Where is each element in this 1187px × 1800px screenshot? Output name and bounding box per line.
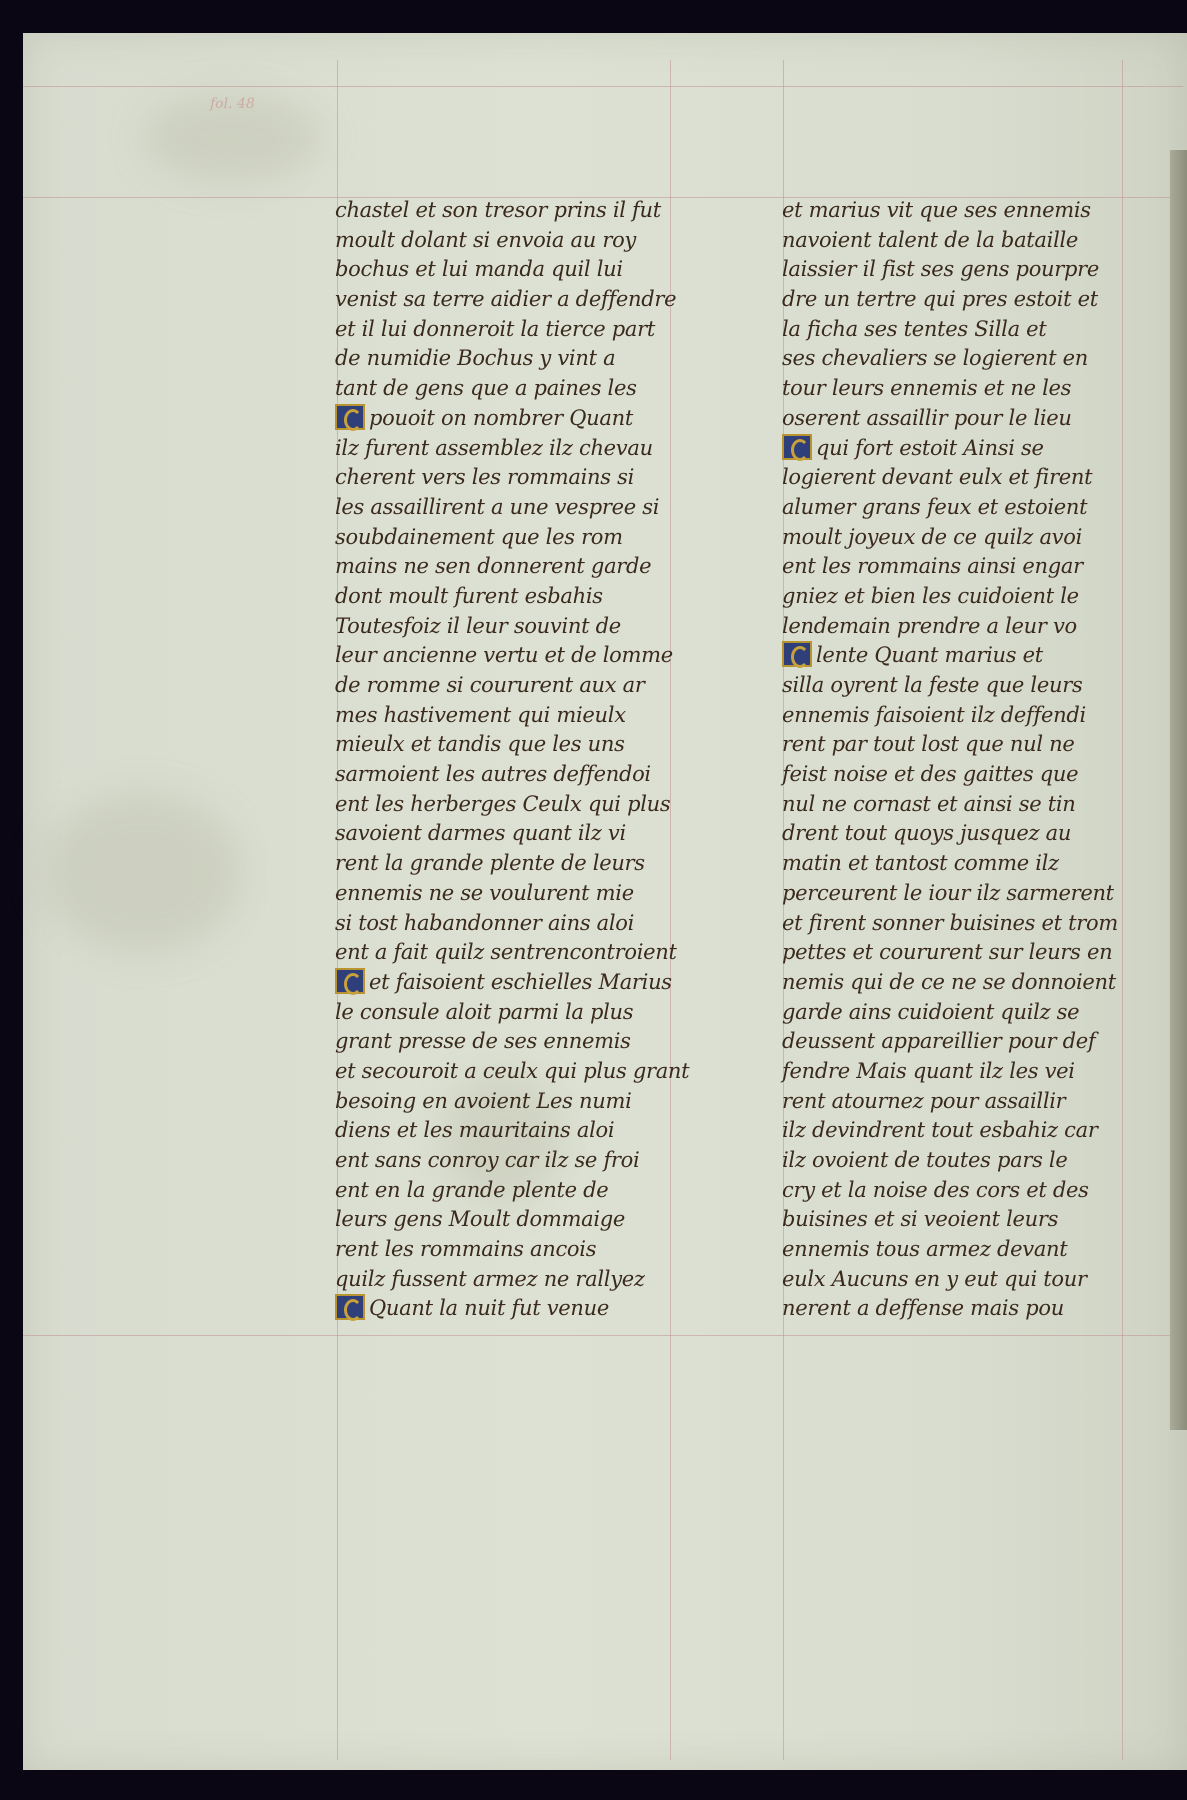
line-text: tour leurs ennemis et ne les <box>782 376 1072 401</box>
line-text: leur ancienne vertu et de lomme <box>335 643 673 668</box>
manuscript-line <box>782 1057 1132 1087</box>
manuscript-line <box>335 612 685 642</box>
manuscript-line <box>335 849 685 879</box>
line-text: mains ne sen donnerent garde <box>335 554 652 579</box>
line-text: ennemis ne se voulurent mie <box>335 880 634 905</box>
manuscript-line <box>335 255 685 285</box>
manuscript-line <box>335 1176 685 1206</box>
manuscript-line <box>335 434 685 464</box>
line-text: lendemain prendre a leur vo <box>782 613 1077 638</box>
line-text: moult dolant si envoia au roy <box>335 227 636 252</box>
manuscript-line <box>782 285 1132 315</box>
line-text: laissier il fist ses gens pourpre <box>782 257 1100 282</box>
line-text: leurs gens Moult dommaige <box>335 1207 626 1232</box>
manuscript-line <box>782 582 1132 612</box>
manuscript-line <box>782 552 1132 582</box>
manuscript-line <box>335 226 685 256</box>
line-text: ent sans conroy car ilz se froi <box>335 1148 640 1172</box>
line-text: rent par tout lost que nul ne <box>782 732 1075 757</box>
manuscript-line <box>335 463 685 493</box>
manuscript-line <box>782 998 1132 1028</box>
manuscript-line <box>782 493 1132 523</box>
line-text: grant presse de ses ennemis <box>335 1029 631 1054</box>
manuscript-line <box>782 641 1132 671</box>
line-text: ennemis tous armez devant <box>782 1237 1068 1262</box>
line-text: silla oyrent la feste que leurs <box>782 673 1083 697</box>
line-text: ent en la grande plente de <box>335 1177 609 1202</box>
manuscript-line <box>335 760 685 790</box>
manuscript-line <box>335 819 685 849</box>
manuscript-line <box>335 493 685 523</box>
manuscript-line <box>782 434 1132 464</box>
manuscript-line <box>782 315 1132 345</box>
line-text: et marius vit que ses ennemis <box>782 198 1091 222</box>
manuscript-line <box>335 1057 690 1087</box>
manuscript-line <box>335 1146 685 1176</box>
illuminated-initial-icon <box>782 641 812 667</box>
line-text: drent tout quoys jusquez au <box>782 821 1072 846</box>
manuscript-line <box>335 641 685 671</box>
line-text: rent atournez pour assaillir <box>782 1088 1066 1113</box>
manuscript-line <box>335 879 685 909</box>
illuminated-initial-icon <box>335 404 365 430</box>
line-text: nerent a deffense mais pou <box>782 1296 1064 1321</box>
manuscript-line <box>782 226 1132 256</box>
folio-number: fol. 48 <box>210 96 255 112</box>
manuscript-line <box>335 582 685 612</box>
manuscript-line <box>335 1265 685 1295</box>
manuscript-line <box>782 938 1132 968</box>
manuscript-line <box>335 790 685 820</box>
manuscript-line <box>782 879 1132 909</box>
manuscript-line <box>335 671 685 701</box>
line-text: si tost habandonner ains aloi <box>335 910 635 935</box>
line-text: ses chevaliers se logierent en <box>782 346 1088 371</box>
line-text: deussent appareillier pour def <box>782 1029 1096 1054</box>
line-text: diens et les mauritains aloi <box>335 1118 615 1143</box>
manuscript-line <box>782 730 1132 760</box>
line-text: cry et la noise des cors et des <box>782 1177 1089 1202</box>
line-text: et firent sonner buisines et trom <box>782 910 1119 935</box>
line-text: cherent vers les rommains si <box>335 465 635 490</box>
manuscript-line <box>782 968 1132 998</box>
manuscript-line <box>782 196 1132 226</box>
line-text: dre un tertre qui pres estoit et <box>782 287 1098 312</box>
line-text: ent a fait quilz sentrencontroient <box>335 940 677 965</box>
line-text: nemis qui de ce ne se donnoient <box>782 969 1116 994</box>
text-column-left <box>335 196 690 1324</box>
manuscript-line <box>782 1265 1132 1295</box>
line-text: la ficha ses tentes Silla et <box>782 316 1047 341</box>
manuscript-line <box>335 1235 685 1265</box>
line-text: matin et tantost comme ilz <box>782 851 1059 876</box>
manuscript-line <box>782 1027 1132 1057</box>
line-text: savoient darmes quant ilz vi <box>335 821 626 846</box>
line-text: dont moult furent esbahis <box>335 583 603 608</box>
line-text: ennemis faisoient ilz deffendi <box>782 702 1086 727</box>
manuscript-line <box>335 404 685 434</box>
line-text: lente Quant marius et <box>816 643 1043 668</box>
illuminated-initial-icon <box>335 1294 365 1320</box>
manuscript-line <box>335 1087 685 1117</box>
line-text: rent la grande plente de leurs <box>335 851 645 876</box>
illuminated-initial-icon <box>335 968 365 994</box>
line-text: et secouroit a ceulx qui plus grant <box>335 1058 690 1083</box>
line-text: venist sa terre aidier a deffendre <box>335 287 677 312</box>
line-text: pettes et coururent sur leurs en <box>782 940 1113 965</box>
manuscript-line <box>335 909 685 939</box>
manuscript-line <box>782 909 1132 939</box>
line-text: moult joyeux de ce quilz avoi <box>782 524 1082 549</box>
manuscript-line <box>335 730 685 760</box>
manuscript-line <box>782 1294 1132 1324</box>
manuscript-line <box>782 1087 1132 1117</box>
manuscript-line <box>782 374 1132 404</box>
line-text: Toutesfoiz il leur souvint de <box>335 613 621 638</box>
manuscript-line <box>782 404 1132 434</box>
manuscript-line <box>335 344 685 374</box>
line-text: rent les rommains ancois <box>335 1237 597 1262</box>
line-text: logierent devant eulx et firent <box>782 465 1093 490</box>
manuscript-line <box>335 968 685 998</box>
line-text: mieulx et tandis que les uns <box>335 732 625 757</box>
ruling-line <box>23 86 1183 87</box>
manuscript-line <box>782 255 1132 285</box>
manuscript-line <box>782 819 1132 849</box>
line-text: les assaillirent a une vespree si <box>335 494 660 519</box>
line-text: et il lui donneroit la tierce part <box>335 316 655 341</box>
manuscript-line <box>782 790 1132 820</box>
manuscript-line <box>335 315 685 345</box>
line-text: Quant la nuit fut venue <box>369 1296 609 1321</box>
line-text: ent les rommains ainsi engar <box>782 554 1083 579</box>
line-text: bochus et lui manda quil lui <box>335 257 623 282</box>
manuscript-line <box>782 1176 1132 1206</box>
line-text: sarmoient les autres deffendoi <box>335 762 651 787</box>
line-text: de numidie Bochus y vint a <box>335 346 616 371</box>
line-text: fendre Mais quant ilz les vei <box>782 1058 1075 1083</box>
manuscript-line <box>782 1235 1132 1265</box>
illuminated-initial-icon <box>782 434 812 460</box>
ruling-line <box>23 1335 1183 1336</box>
manuscript-line <box>782 701 1132 731</box>
manuscript-line <box>782 1116 1132 1146</box>
line-text: quilz fussent armez ne rallyez <box>335 1266 645 1291</box>
line-text: ilz furent assemblez ilz chevau <box>335 435 653 460</box>
line-text: de romme si coururent aux ar <box>335 673 645 697</box>
manuscript-line <box>335 285 685 315</box>
line-text: ent les herberges Ceulx qui plus <box>335 791 671 816</box>
manuscript-line <box>335 701 685 731</box>
manuscript-line <box>335 374 685 404</box>
line-text: garde ains cuidoient quilz se <box>782 999 1080 1024</box>
line-text: mes hastivement qui mieulx <box>335 702 626 727</box>
line-text: buisines et si veoient leurs <box>782 1207 1059 1232</box>
manuscript-line <box>335 998 685 1028</box>
line-text: chastel et son tresor prins il fut <box>335 198 661 222</box>
manuscript-line <box>335 523 685 553</box>
line-text: oserent assaillir pour le lieu <box>782 405 1072 430</box>
line-text: gniez et bien les cuidoient le <box>782 583 1079 608</box>
manuscript-line <box>782 612 1132 642</box>
manuscript-line <box>335 1205 685 1235</box>
text-column-right <box>782 196 1132 1324</box>
manuscript-line <box>782 463 1132 493</box>
manuscript-line <box>335 938 685 968</box>
manuscript-line <box>335 1116 685 1146</box>
manuscript-line <box>782 671 1132 701</box>
line-text: soubdainement que les rom <box>335 524 623 549</box>
parchment-stain <box>43 793 243 953</box>
line-text: pouoit on nombrer Quant <box>369 405 633 430</box>
line-text: ilz ovoient de toutes pars le <box>782 1148 1068 1172</box>
manuscript-line <box>335 196 685 226</box>
manuscript-line <box>335 1027 685 1057</box>
manuscript-line <box>782 523 1132 553</box>
manuscript-line <box>782 1205 1132 1235</box>
manuscript-line <box>782 344 1132 374</box>
line-text: tant de gens que a paines les <box>335 376 637 401</box>
line-text: qui fort estoit Ainsi se <box>816 435 1044 460</box>
line-text: perceurent le iour ilz sarmerent <box>782 880 1114 905</box>
manuscript-line <box>782 760 1132 790</box>
manuscript-line <box>335 1294 685 1324</box>
line-text: alumer grans feux et estoient <box>782 494 1088 519</box>
manuscript-line <box>782 849 1132 879</box>
line-text: navoient talent de la bataille <box>782 227 1079 252</box>
line-text: et faisoient eschielles Marius <box>369 969 672 994</box>
manuscript-line <box>335 552 685 582</box>
line-text: le consule aloit parmi la plus <box>335 999 634 1024</box>
line-text: nul ne cornast et ainsi se tin <box>782 791 1076 816</box>
line-text: eulx Aucuns en y eut qui tour <box>782 1266 1087 1291</box>
facing-page-edge <box>1170 150 1187 1430</box>
manuscript-line <box>782 1146 1132 1176</box>
line-text: besoing en avoient Les numi <box>335 1088 632 1113</box>
line-text: feist noise et des gaittes que <box>782 762 1079 787</box>
line-text: ilz devindrent tout esbahiz car <box>782 1118 1098 1143</box>
